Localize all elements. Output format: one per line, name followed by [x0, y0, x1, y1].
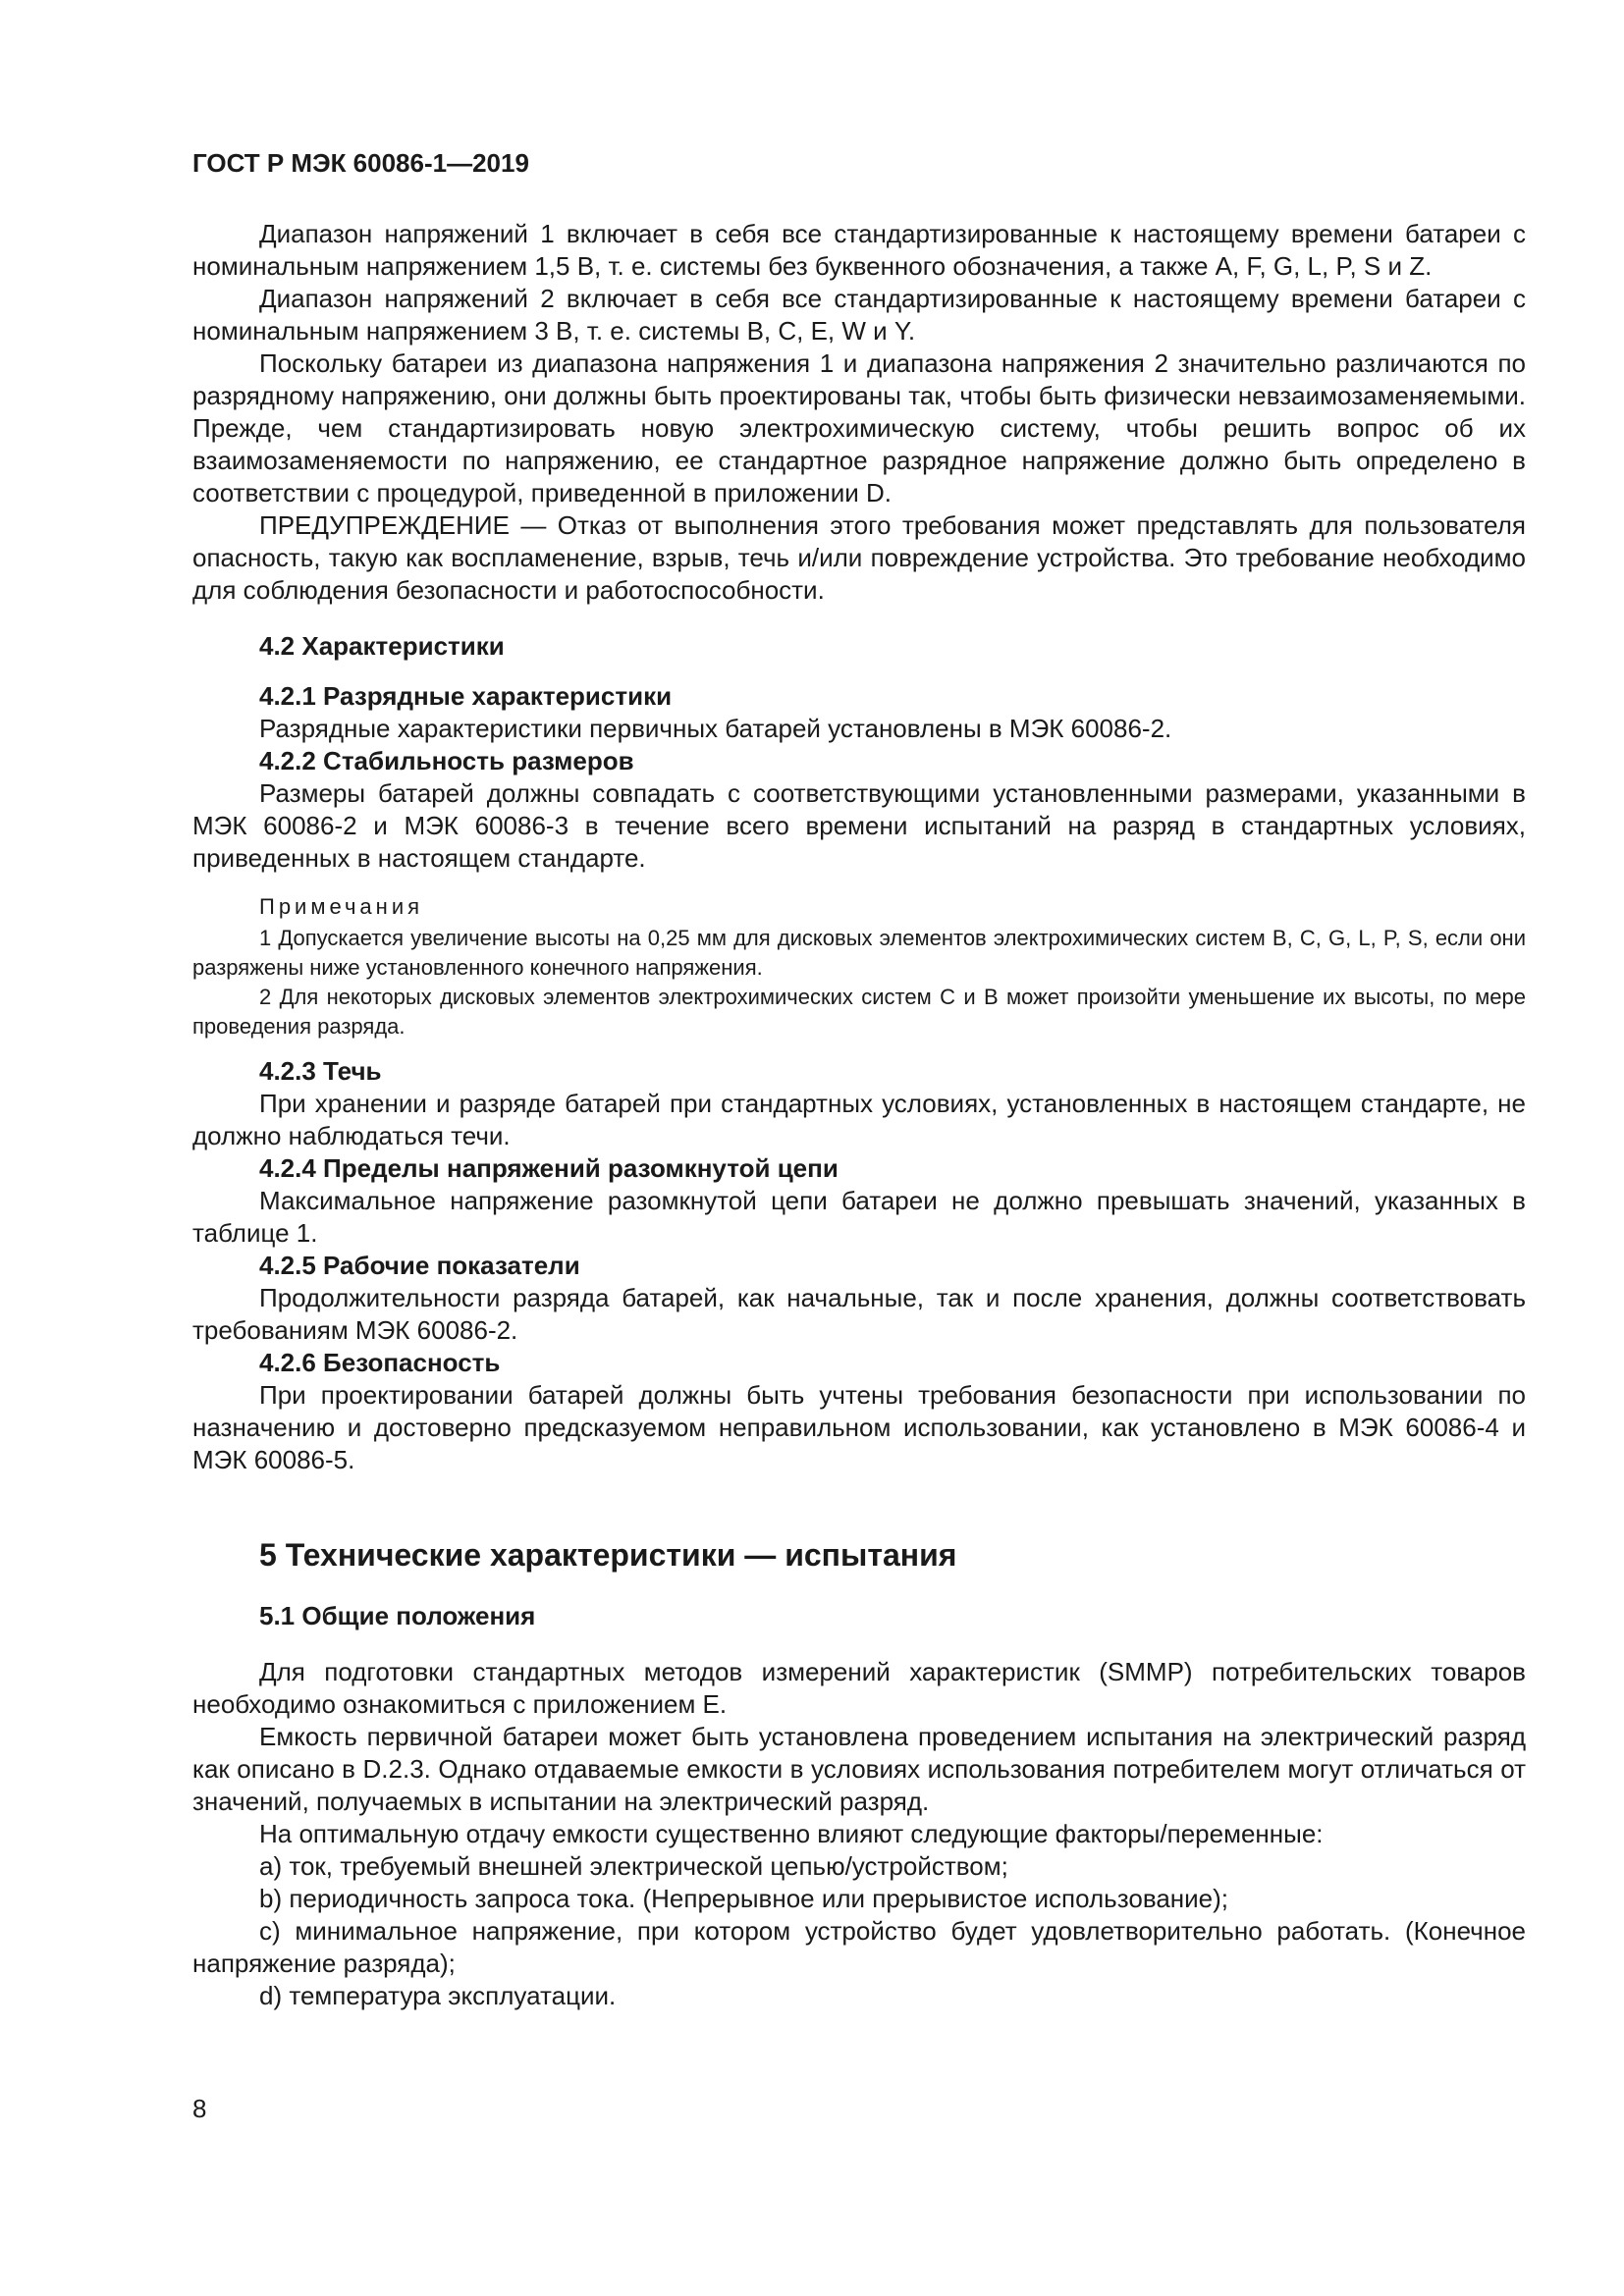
list-item-a: a) ток, требуемый внешней электрической цепью/устройством;	[259, 1851, 1008, 1881]
section-4-2-title: 4.2 Характеристики	[259, 631, 505, 661]
section-4-2-1-title: 4.2.1 Разрядные характеристики	[259, 681, 673, 711]
running-header: ГОСТ Р МЭК 60086-1—2019	[192, 148, 529, 178]
paragraph-interchangeability: Поскольку батареи из диапазона напряжения 1 и диапазона напряжения 2 значительно различаются по разрядному напряжению, они должны быть проектированы так, чтобы быть физически невзаимозаменяемыми. Прежде, чем стандартизировать новую электрохимическую систему, чтобы решить вопрос об их взаимозаменяемости по напряжению, ее стандартное разрядное напряжение должно быть определено в соответствии с процедурой, приведенной в приложении D.	[192, 348, 1526, 507]
section-4-2-1-text: Разрядные характеристики первичных батарей установлены в МЭК 60086-2.	[259, 714, 1172, 743]
list-item-d: d) температура эксплуатации.	[259, 1981, 617, 2010]
list-item-c: c) минимальное напряжение, при котором устройство будет удовлетворительно работать. (Конечное напряжение разряда);	[192, 1916, 1526, 1978]
note-2: 2 Для некоторых дисковых элементов электрохимических систем C и B может произойти уменьшение их высоты, по мере проведения разряда.	[192, 985, 1526, 1039]
page-number: 8	[192, 2094, 207, 2123]
section-5-title: 5 Технические характеристики — испытания	[259, 1537, 957, 1573]
section-4-2-4-text: Максимальное напряжение разомкнутой цепи батареи не должно превышать значений, указанных в таблице 1.	[192, 1186, 1526, 1248]
note-1: 1 Допускается увеличение высоты на 0,25 мм для дисковых элементов электрохимических систем B, C, G, L, P, S, если они разряжены ниже установленного конечного напряжения.	[192, 926, 1526, 980]
notes-title: Примечания	[259, 894, 424, 919]
section-4-2-2-title: 4.2.2 Стабильность размеров	[259, 746, 634, 775]
document-page	[192, 147, 1526, 2209]
section-4-2-3-text: При хранении и разряде батарей при стандартных условиях, установленных в настоящем стандарте, не должно наблюдаться течи.	[192, 1089, 1526, 1150]
section-4-2-6-text: При проектировании батарей должны быть учтены требования безопасности при использовании по назначению и достоверно предсказуемом неправильном использовании, как установлено в МЭК 60086-4 и МЭК 60086-5.	[192, 1380, 1526, 1474]
section-4-2-3-title: 4.2.3 Течь	[259, 1056, 382, 1086]
section-4-2-5-title: 4.2.5 Рабочие показатели	[259, 1251, 580, 1280]
list-item-b: b) периодичность запроса тока. (Непрерывное или прерывистое использование);	[259, 1884, 1229, 1913]
section-4-2-4-title: 4.2.4 Пределы напряжений разомкнутой цепи	[259, 1153, 839, 1183]
section-4-2-6-title: 4.2.6 Безопасность	[259, 1348, 501, 1377]
section-4-2-2-text: Размеры батарей должны совпадать с соответствующими установленными размерами, указанными в МЭК 60086-2 и МЭК 60086-3 в течение всего времени испытаний на разряд в стандартных условиях, приведенных в настоящем стандарте.	[192, 778, 1526, 873]
section-5-1-paragraph-2: Емкость первичной батареи может быть установлена проведением испытания на электрический разряд как описано в D.2.3. Однако отдаваемые емкости в условиях использования потребителем могут отличаться от значений, получаемых в испытании на электрический разряд.	[192, 1722, 1526, 1816]
paragraph-warning: ПРЕДУПРЕЖДЕНИЕ — Отказ от выполнения этого требования может представлять для пользователя опасность, такую как воспламенение, взрыв, течь и/или повреждение устройства. Это требование необходимо для соблюдения безопасности и работоспособности.	[192, 510, 1526, 605]
section-5-1-paragraph-1: Для подготовки стандартных методов измерений характеристик (SMMP) потребительских товаров необходимо ознакомиться с приложением E.	[192, 1657, 1526, 1719]
paragraph-voltage-range-1: Диапазон напряжений 1 включает в себя все стандартизированные к настоящему времени батареи с номинальным напряжением 1,5 В, т. е. системы без буквенного обозначения, а также A, F, G, L, P, S и Z.	[192, 219, 1526, 281]
section-4-2-5-text: Продолжительности разряда батарей, как начальные, так и после хранения, должны соответствовать требованиям МЭК 60086-2.	[192, 1283, 1526, 1345]
section-5-1-title: 5.1 Общие положения	[259, 1601, 536, 1630]
section-5-1-paragraph-3: На оптимальную отдачу емкости существенно влияют следующие факторы/переменные:	[259, 1819, 1324, 1848]
paragraph-voltage-range-2: Диапазон напряжений 2 включает в себя все стандартизированные к настоящему времени батареи с номинальным напряжением 3 В, т. е. системы B, C, E, W и Y.	[192, 284, 1526, 346]
